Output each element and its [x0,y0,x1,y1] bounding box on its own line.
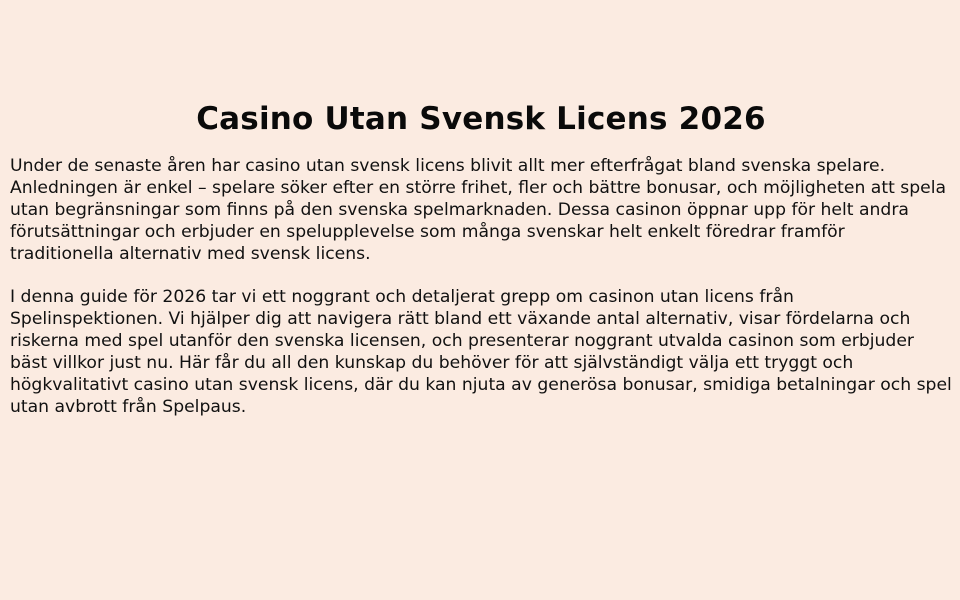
guide-paragraph: I denna guide för 2026 tar vi ett noggrant och detaljerat grepp om casinon utan licens från Spelinspektionen. Vi hjälper dig att navigera rätt bland ett växande antal alternativ, visar fördelarna och riskerna med spel utanför den svenska licensen, och presenterar noggrant utvalda casinon som erbjuder bäst villkor just nu. Här får du all den kunskap du behöver för att självständigt välja ett tryggt och högkvalitativt casino utan svensk licens, där du kan njuta av generösa bonusar, smidiga betalningar och spel utan avbrott från Spelpaus. [10,287,952,417]
page-title: Casino Utan Svensk Licens 2026 [196,101,766,137]
intro-paragraph: Under de senaste åren har casino utan svensk licens blivit allt mer efterfrågat bland svenska spelare. Anledningen är enkel – spelare söker efter en större frihet, fler och bättre bonusar, och möjligheten att spela utan begränsningar som finns på den svenska spelmarknaden. Dessa casinon öppnar upp för helt andra förutsättningar och erbjuder en spelupplevelse som många svenskar helt enkelt föredrar framför traditionella alternativ med svensk licens. [10,156,947,264]
article [10,98,952,418]
